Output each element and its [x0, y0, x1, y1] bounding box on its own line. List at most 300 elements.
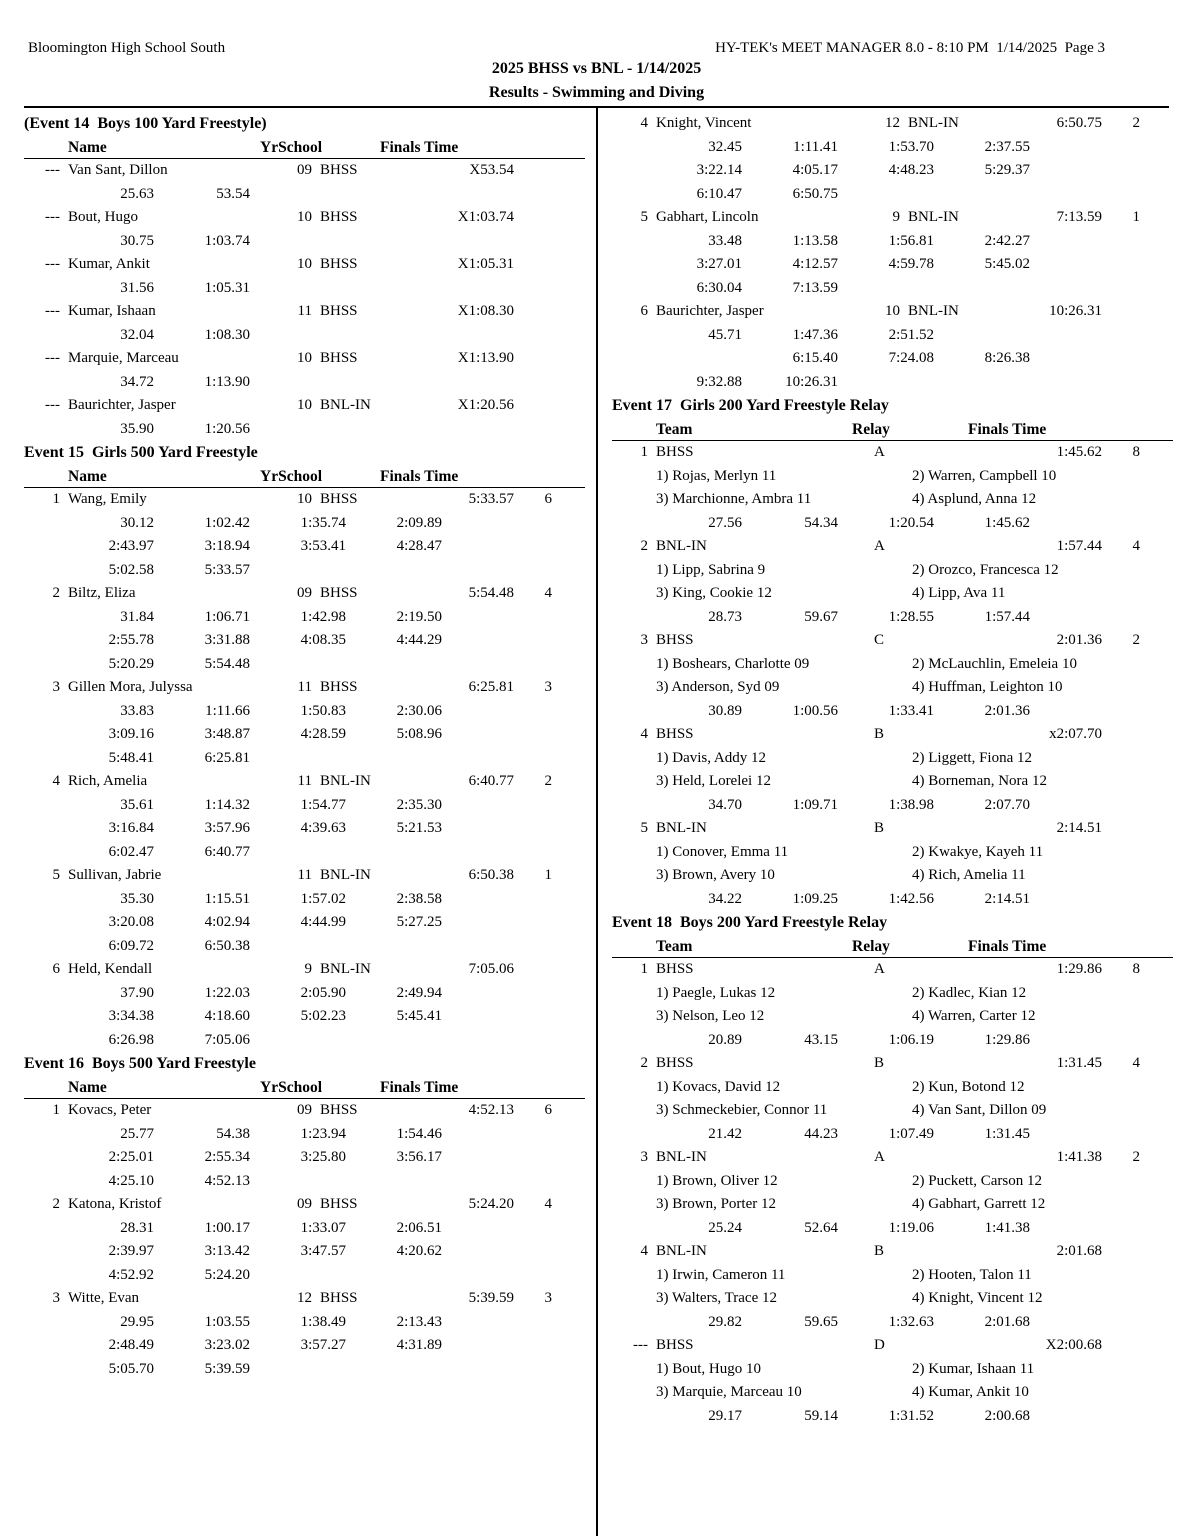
relay-swimmer: 3) Held, Lorelei 12 — [656, 773, 771, 789]
split-time: 4:20.62 — [396, 1243, 442, 1259]
split-time: 37.90 — [120, 984, 154, 1001]
place: --- — [45, 303, 60, 319]
split-time: 3:56.17 — [396, 1149, 442, 1165]
event-title — [612, 394, 1173, 418]
split-time: 6:25.81 — [204, 749, 250, 766]
split-time: 31.84 — [120, 608, 154, 625]
split-time: 1:00.56 — [792, 702, 838, 719]
school-name: BHSS — [320, 162, 358, 178]
header-name: Name — [68, 467, 107, 485]
finals-time: 1:45.62 — [1056, 444, 1102, 460]
split-time: 1:56.81 — [888, 232, 934, 249]
place: 1 — [52, 491, 60, 507]
split-time: 59.67 — [804, 608, 838, 625]
split-time: 32.45 — [708, 138, 742, 155]
split-time: 34.22 — [708, 890, 742, 907]
header-finals-time: Finals Time — [968, 420, 1047, 438]
place: 5 — [640, 820, 648, 836]
header-relay: Relay — [852, 937, 890, 955]
relay-swimmer: 4) Lipp, Ava 11 — [912, 585, 1006, 601]
split-row — [612, 230, 1173, 254]
split-row — [24, 277, 585, 301]
split-row — [24, 653, 585, 677]
split-time: 4:31.89 — [396, 1337, 442, 1353]
finals-time: 4:52.13 — [468, 1102, 514, 1118]
split-time: 27.56 — [708, 514, 742, 531]
split-row — [24, 1358, 585, 1382]
split-time: 35.61 — [120, 796, 154, 813]
swimmer-year: 12 — [885, 115, 900, 131]
finals-time: X1:13.90 — [457, 350, 514, 366]
split-time: 4:12.57 — [792, 256, 838, 272]
split-time: 53.54 — [216, 185, 250, 202]
swimmer-year: 11 — [297, 303, 312, 319]
split-row — [24, 1146, 585, 1170]
team-name: BNL-IN — [656, 1243, 707, 1259]
split-time: 4:08.35 — [300, 632, 346, 648]
swimmer-year: 11 — [297, 773, 312, 789]
split-time: 6:40.77 — [204, 843, 250, 860]
swimmer-row — [612, 653, 1173, 677]
split-row — [24, 606, 585, 630]
swimmer-year: 10 — [297, 209, 312, 225]
place: 1 — [640, 444, 648, 460]
school-name: BHSS — [320, 1102, 358, 1118]
split-row — [24, 700, 585, 724]
school-name: Bloomington High School South — [28, 40, 226, 56]
relay-swimmer: 3) Anderson, Syd 09 — [656, 679, 780, 695]
split-time: 59.65 — [804, 1313, 838, 1330]
split-time: 1:06.19 — [888, 1031, 934, 1048]
split-time: 28.73 — [708, 608, 742, 625]
result-row — [24, 347, 585, 371]
split-time: 1:23.94 — [300, 1125, 346, 1142]
relay-letter: B — [874, 726, 885, 742]
split-time: 6:15.40 — [792, 350, 838, 366]
split-time: 3:57.27 — [300, 1337, 346, 1353]
relay-letter: B — [874, 1055, 885, 1071]
split-time: 4:28.59 — [300, 726, 346, 742]
points: 6 — [544, 1102, 552, 1118]
school-name: BHSS — [320, 1290, 358, 1306]
finals-time: 1:31.45 — [1056, 1055, 1102, 1071]
swimmer-row — [612, 582, 1173, 606]
split-row — [612, 606, 1173, 630]
split-time: 54.34 — [804, 514, 838, 531]
split-time: 5:45.41 — [396, 1008, 442, 1024]
relay-swimmer: 4) Gabhart, Garrett 12 — [912, 1196, 1046, 1212]
swimmer-year: 11 — [297, 679, 312, 695]
relay-swimmer: 1) Irwin, Cameron 11 — [656, 1266, 786, 1283]
split-row — [24, 723, 585, 747]
swimmer-row — [612, 1170, 1173, 1194]
split-row — [24, 324, 585, 348]
header-finals-time: Finals Time — [380, 467, 459, 485]
split-time: 1:31.52 — [888, 1407, 934, 1424]
split-time: 5:54.48 — [204, 655, 250, 672]
split-time: 1:57.02 — [300, 890, 346, 907]
split-time: 2:48.49 — [108, 1337, 154, 1353]
header-finals-time: Finals Time — [968, 937, 1047, 955]
relay-swimmer: 4) Rich, Amelia 11 — [912, 867, 1026, 883]
split-row — [24, 1334, 585, 1358]
split-time: 44.23 — [804, 1125, 838, 1142]
split-time: 5:05.70 — [108, 1360, 154, 1377]
relay-swimmer: 3) Marchionne, Ambra 11 — [656, 491, 812, 507]
split-time: 52.64 — [804, 1219, 838, 1236]
split-row — [24, 371, 585, 395]
split-time: 1:07.49 — [888, 1125, 934, 1142]
school-name: BHSS — [320, 209, 358, 225]
split-row — [24, 512, 585, 536]
finals-time: 5:39.59 — [468, 1290, 514, 1306]
relay-swimmer: 2) Kumar, Ishaan 11 — [912, 1360, 1035, 1377]
column-header-row — [612, 935, 1173, 959]
split-row — [612, 1405, 1173, 1429]
finals-time: x2:07.70 — [1049, 726, 1102, 742]
finals-time: 7:13.59 — [1056, 209, 1102, 225]
points: 2 — [1132, 1149, 1140, 1165]
split-time: 1:29.86 — [984, 1031, 1030, 1048]
points: 2 — [1132, 115, 1140, 131]
split-time: 29.82 — [708, 1313, 742, 1330]
school-name: BNL-IN — [320, 961, 371, 977]
relay-letter: D — [874, 1337, 885, 1353]
result-row — [24, 253, 585, 277]
event-title-text: Event 15 Girls 500 Yard Freestyle — [24, 444, 258, 461]
split-time: 3:57.96 — [204, 820, 250, 836]
relay-swimmer: 2) Liggett, Fiona 12 — [912, 749, 1032, 766]
relay-letter: B — [874, 1243, 885, 1259]
split-time: 31.56 — [120, 279, 154, 296]
relay-swimmer: 1) Rojas, Merlyn 11 — [656, 467, 777, 484]
split-time: 5:48.41 — [108, 749, 154, 766]
split-time: 2:25.01 — [108, 1149, 154, 1165]
finals-time: 10:26.31 — [1049, 303, 1102, 319]
split-row — [612, 1311, 1173, 1335]
header-finals-time: Finals Time — [380, 138, 459, 156]
split-time: 1:38.98 — [888, 796, 934, 813]
swimmer-name: Held, Kendall — [68, 961, 153, 977]
finals-time: 6:50.38 — [468, 867, 514, 883]
split-time: 4:18.60 — [204, 1008, 250, 1024]
split-time: 4:44.99 — [300, 914, 346, 930]
relay-swimmer: 1) Bout, Hugo 10 — [656, 1360, 761, 1377]
relay-swimmer: 1) Paegle, Lukas 12 — [656, 984, 776, 1001]
split-row — [612, 888, 1173, 912]
place: --- — [633, 1337, 648, 1353]
swimmer-year: 10 — [297, 491, 312, 507]
split-row — [24, 1240, 585, 1264]
split-time: 4:52.92 — [108, 1266, 154, 1283]
swimmer-name: Van Sant, Dillon — [68, 162, 168, 178]
swimmer-name: Kumar, Ishaan — [68, 303, 156, 319]
finals-time: 7:05.06 — [468, 961, 514, 977]
split-time: 1:31.45 — [984, 1125, 1030, 1142]
result-row — [24, 1287, 585, 1311]
split-time: 4:48.23 — [888, 162, 934, 178]
place: --- — [45, 350, 60, 366]
event-title — [612, 911, 1173, 935]
split-time: 1:09.71 — [792, 796, 838, 813]
split-row — [24, 935, 585, 959]
relay-swimmer: 4) Knight, Vincent 12 — [912, 1290, 1043, 1306]
place: --- — [45, 162, 60, 178]
split-time: 2:55.78 — [108, 632, 154, 648]
split-time: 1:54.77 — [300, 796, 346, 813]
split-time: 6:50.38 — [204, 937, 250, 954]
swimmer-row — [612, 1287, 1173, 1311]
relay-swimmer: 1) Brown, Oliver 12 — [656, 1172, 778, 1189]
split-time: 45.71 — [708, 326, 742, 343]
split-time: 6:10.47 — [696, 185, 742, 202]
relay-letter: A — [874, 1149, 885, 1165]
split-time: 2:01.68 — [984, 1313, 1030, 1330]
swimmer-year: 09 — [297, 1102, 312, 1118]
swimmer-row — [612, 488, 1173, 512]
relay-swimmer: 1) Conover, Emma 11 — [656, 843, 789, 860]
relay-swimmer: 1) Davis, Addy 12 — [656, 749, 766, 766]
split-time: 3:22.14 — [696, 162, 742, 178]
school-name: BNL-IN — [320, 397, 371, 413]
split-time: 1:19.06 — [888, 1219, 934, 1236]
split-time: 1:57.44 — [984, 608, 1030, 625]
relay-swimmer: 4) Huffman, Leighton 10 — [912, 679, 1063, 695]
page-subtitle: Results - Swimming and Diving — [488, 84, 705, 101]
swimmer-year: 09 — [297, 1196, 312, 1212]
split-time: 54.38 — [216, 1125, 250, 1142]
split-time: 6:02.47 — [108, 843, 154, 860]
split-time: 1:45.62 — [984, 514, 1030, 531]
header-yrschool: YrSchool — [260, 138, 322, 156]
split-row — [612, 347, 1173, 371]
result-row — [24, 958, 585, 982]
school-name: BNL-IN — [320, 867, 371, 883]
split-time: 5:02.23 — [300, 1008, 346, 1024]
split-time: 3:47.57 — [300, 1243, 346, 1259]
split-time: 30.89 — [708, 702, 742, 719]
split-time: 2:38.58 — [396, 890, 442, 907]
swimmer-row — [612, 1005, 1173, 1029]
split-time: 2:51.52 — [888, 326, 934, 343]
finals-time: X1:08.30 — [457, 303, 514, 319]
swimmer-name: Baurichter, Jasper — [656, 303, 764, 319]
points: 1 — [1132, 209, 1140, 225]
split-row — [24, 559, 585, 583]
split-time: 33.48 — [708, 232, 742, 249]
relay-letter: B — [874, 820, 885, 836]
split-time: 4:44.29 — [396, 632, 442, 648]
column-header-row — [24, 465, 585, 489]
finals-time: 6:25.81 — [468, 679, 514, 695]
points: 2 — [544, 773, 552, 789]
relay-swimmer: 1) Kovacs, David 12 — [656, 1078, 781, 1095]
split-row — [612, 1217, 1173, 1241]
event-title-text: (Event 14 Boys 100 Yard Freestyle) — [24, 115, 267, 132]
swimmer-row — [612, 676, 1173, 700]
place: 2 — [52, 1196, 60, 1212]
split-row — [612, 253, 1173, 277]
place: 1 — [52, 1102, 60, 1118]
split-time: 3:48.87 — [204, 726, 250, 742]
split-row — [24, 1170, 585, 1194]
split-row — [24, 1005, 585, 1029]
result-row — [24, 488, 585, 512]
points: 4 — [544, 1196, 552, 1212]
split-time: 1:32.63 — [888, 1313, 934, 1330]
place: 3 — [640, 632, 648, 648]
swimmer-row — [612, 841, 1173, 865]
points: 2 — [1132, 632, 1140, 648]
place: 3 — [52, 679, 60, 695]
split-time: 2:55.34 — [204, 1149, 250, 1165]
split-time: 1:05.31 — [204, 279, 250, 296]
split-time: 6:09.72 — [108, 937, 154, 954]
swimmer-name: Bout, Hugo — [68, 209, 139, 225]
swimmer-name: Rich, Amelia — [68, 773, 148, 789]
split-time: 1:13.58 — [792, 232, 838, 249]
column-divider — [596, 107, 598, 1536]
header-finals-time: Finals Time — [380, 1078, 459, 1096]
result-row — [612, 535, 1173, 559]
swimmer-name: Knight, Vincent — [656, 115, 752, 131]
split-time: 3:27.01 — [696, 256, 742, 272]
points: 4 — [1132, 1055, 1140, 1071]
school-name: BHSS — [320, 350, 358, 366]
swimmer-row — [612, 1381, 1173, 1405]
relay-swimmer: 3) Nelson, Leo 12 — [656, 1008, 765, 1024]
result-row — [612, 1052, 1173, 1076]
relay-swimmer: 3) Schmeckebier, Connor 11 — [656, 1102, 828, 1118]
split-time: 4:59.78 — [888, 256, 934, 272]
result-row — [24, 582, 585, 606]
relay-swimmer: 3) King, Cookie 12 — [656, 585, 772, 601]
points: 6 — [544, 491, 552, 507]
event-title — [24, 112, 585, 136]
split-row — [612, 324, 1173, 348]
place: 5 — [52, 867, 60, 883]
split-row — [24, 1311, 585, 1335]
split-time: 1:03.55 — [204, 1313, 250, 1330]
split-row — [24, 982, 585, 1006]
split-time: 7:24.08 — [888, 350, 934, 366]
split-time: 1:20.56 — [204, 420, 250, 437]
result-row — [612, 1146, 1173, 1170]
split-time: 1:41.38 — [984, 1219, 1030, 1236]
split-time: 4:02.94 — [204, 914, 250, 930]
split-row — [24, 747, 585, 771]
finals-time: 2:01.36 — [1056, 632, 1102, 648]
meet-manager-header: HY-TEK's MEET MANAGER 8.0 - 8:10 PM 1/14/2025 Page 3 — [715, 40, 1105, 56]
relay-swimmer: 2) Puckett, Carson 12 — [912, 1172, 1042, 1189]
split-row — [612, 794, 1173, 818]
team-name: BHSS — [656, 726, 694, 742]
relay-swimmer: 1) Lipp, Sabrina 9 — [656, 561, 766, 578]
school-name: BHSS — [320, 256, 358, 272]
split-time: 2:01.36 — [984, 702, 1030, 719]
swimmer-name: Sullivan, Jabrie — [68, 867, 162, 883]
swimmer-row — [612, 465, 1173, 489]
split-row — [612, 1029, 1173, 1053]
swimmer-row — [612, 770, 1173, 794]
split-time: 1:11.66 — [205, 702, 250, 719]
finals-time: 6:50.75 — [1056, 115, 1102, 131]
split-time: 5:24.20 — [204, 1266, 250, 1283]
split-time: 1:13.90 — [204, 373, 250, 390]
header-team: Team — [656, 937, 693, 955]
split-time: 9:32.88 — [696, 373, 742, 390]
split-time: 21.42 — [708, 1125, 742, 1142]
relay-swimmer: 4) Kumar, Ankit 10 — [912, 1384, 1029, 1400]
result-row — [24, 300, 585, 324]
split-row — [612, 371, 1173, 395]
split-row — [24, 535, 585, 559]
results-column-right — [612, 112, 1173, 1428]
swimmer-year: 9 — [892, 209, 900, 225]
relay-swimmer: 4) Warren, Carter 12 — [912, 1008, 1036, 1024]
split-time: 2:49.94 — [396, 984, 442, 1001]
relay-swimmer: 3) Brown, Porter 12 — [656, 1196, 776, 1212]
relay-letter: A — [874, 538, 885, 554]
split-time: 59.14 — [804, 1407, 838, 1424]
split-row — [24, 841, 585, 865]
result-row — [612, 817, 1173, 841]
relay-swimmer: 2) Hooten, Talon 11 — [912, 1266, 1032, 1283]
place: 4 — [640, 115, 648, 131]
split-time: 1:33.07 — [300, 1219, 346, 1236]
finals-time: 6:40.77 — [468, 773, 514, 789]
split-time: 2:07.70 — [984, 796, 1030, 813]
split-time: 2:19.50 — [396, 608, 442, 625]
split-time: 25.77 — [120, 1125, 154, 1142]
split-time: 3:16.84 — [108, 820, 154, 836]
swimmer-row — [612, 559, 1173, 583]
split-row — [24, 817, 585, 841]
split-row — [612, 512, 1173, 536]
results-column-left — [24, 112, 585, 1381]
split-time: 4:05.17 — [792, 162, 838, 178]
split-time: 20.89 — [708, 1031, 742, 1048]
place: 6 — [52, 961, 60, 977]
school-name: BHSS — [320, 585, 358, 601]
split-time: 1:38.49 — [300, 1313, 346, 1330]
split-time: 3:09.16 — [108, 726, 154, 742]
swimmer-name: Witte, Evan — [68, 1290, 140, 1306]
split-row — [24, 911, 585, 935]
split-row — [24, 1217, 585, 1241]
split-time: 3:23.02 — [204, 1337, 250, 1353]
split-time: 2:30.06 — [396, 702, 442, 719]
split-time: 8:26.38 — [984, 350, 1030, 366]
split-time: 1:06.71 — [204, 608, 250, 625]
split-time: 1:28.55 — [888, 608, 934, 625]
swimmer-row — [612, 1193, 1173, 1217]
swimmer-year: 9 — [304, 961, 312, 977]
split-time: 1:08.30 — [204, 326, 250, 343]
finals-time: 1:29.86 — [1056, 961, 1102, 977]
event-title-text: Event 18 Boys 200 Yard Freestyle Relay — [612, 914, 888, 931]
result-row — [612, 958, 1173, 982]
school-name: BNL-IN — [908, 303, 959, 319]
header-relay: Relay — [852, 420, 890, 438]
split-time: 2:09.89 — [396, 514, 442, 531]
result-row — [612, 1334, 1173, 1358]
split-row — [24, 183, 585, 207]
header-name: Name — [68, 138, 107, 156]
column-header-row — [612, 418, 1173, 442]
result-row — [612, 1240, 1173, 1264]
split-time: 2:06.51 — [396, 1219, 442, 1236]
